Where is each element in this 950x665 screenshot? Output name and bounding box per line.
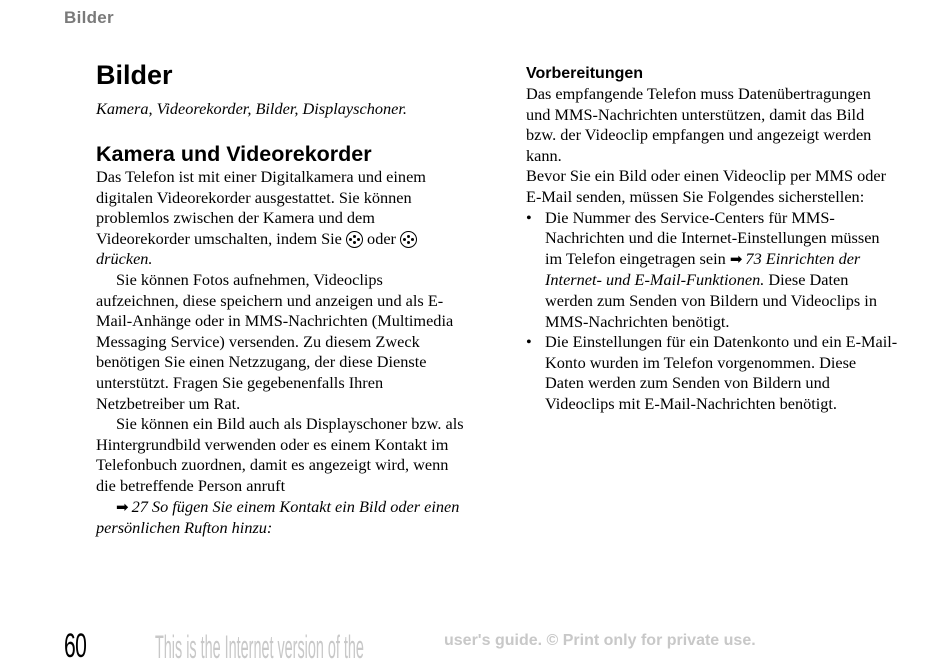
or-word: oder (367, 228, 396, 248)
page-subtitle: Kamera, Videorekorder, Bilder, Displayschoner. (96, 99, 407, 118)
left-column-body (96, 167, 468, 539)
section-title: Kamera und Videorekorder (96, 142, 372, 166)
press-word: drücken. (96, 249, 153, 269)
footer-notice-condensed: This is the Internet version of the (155, 629, 364, 665)
page-title: Bilder (96, 60, 173, 90)
paragraph-intro (96, 167, 468, 270)
nav-key-left-icon (346, 231, 363, 248)
paragraph-photos: Sie können Fotos aufnehmen, Videoclips aufzeichnen, diese speichern und anzeigen und als E-Mail-Anhänge oder in MMS-Nachrichten (Multimedia Messaging Service) versenden. Zu diesem Zweck benötigen Sie einen Netzzugang, der diese Dienste unterstützt. Fragen Sie gegebenenfalls Ihren Netzbetreiber um Rat. (96, 269, 454, 413)
list-item (526, 332, 898, 414)
bullet2-text: Die Einstellungen für ein Datenkonto und ein E-Mail-Konto wurden im Telefon vorgenommen. Diese Daten werden zum Senden von Bildern und Videoclips mit E-Mail-Nachrichten benötigt. (545, 332, 898, 413)
paragraph-wallpaper-text: Sie können ein Bild auch als Displayschoner bzw. als Hintergrundbild verwenden oder es einem Kontakt im Telefonbuch zuordnen, damit es angezeigt wird, wenn die betreffende Person anruft (96, 414, 464, 495)
list-item (526, 208, 898, 333)
bullet-icon: • (526, 332, 532, 352)
paragraph-intro-text: Das Telefon ist mit einer Digitalkamera und einem digitalen Videorekorder ausgestattet. Sie können problemlos zwischen der Kamera und dem Videorekorder umschalten, indem Sie (96, 167, 426, 248)
nav-key-right-icon (400, 231, 417, 248)
bullet-icon: • (526, 207, 532, 227)
arrow-right-icon: ➡ (116, 499, 129, 516)
footer-notice: user's guide. © Print only for private use. (444, 632, 756, 649)
paragraph-before-sending: Bevor Sie ein Bild oder einen Videoclip per MMS oder E-Mail senden, müssen Sie Folgendes sicherstellen: (526, 166, 887, 206)
arrow-right-icon: ➡ (729, 251, 743, 268)
requirements-list (526, 208, 898, 415)
page-number: 60 (64, 627, 87, 665)
running-header: Bilder (64, 8, 114, 27)
cross-reference-internet[interactable]: 73 Einrichten der Internet- und E-Mail-Funktionen. (545, 248, 861, 290)
paragraph-wallpaper (96, 414, 468, 539)
right-column-body (526, 84, 898, 415)
bullet1-text: Die Nummer des Service-Centers für MMS-Nachrichten und die Internet-Einstellungen müssen im Telefon eingetragen sein (545, 207, 880, 268)
subheading-preparations: Vorbereitungen (526, 65, 644, 82)
paragraph-receiving-phone: Das empfangende Telefon muss Datenübertragungen und MMS-Nachrichten unterstützen, damit das Bild bzw. der Videoclip empfangen und angezeigt werden kann. (526, 84, 872, 165)
bullet1-text-end: Diese Daten werden zum Senden von Bildern und Videoclips in MMS-Nachrichten benötigt. (545, 270, 877, 331)
cross-reference-contact[interactable]: 27 So fügen Sie einem Kontakt ein Bild oder einen persönlichen Rufton hinzu: (96, 496, 460, 538)
